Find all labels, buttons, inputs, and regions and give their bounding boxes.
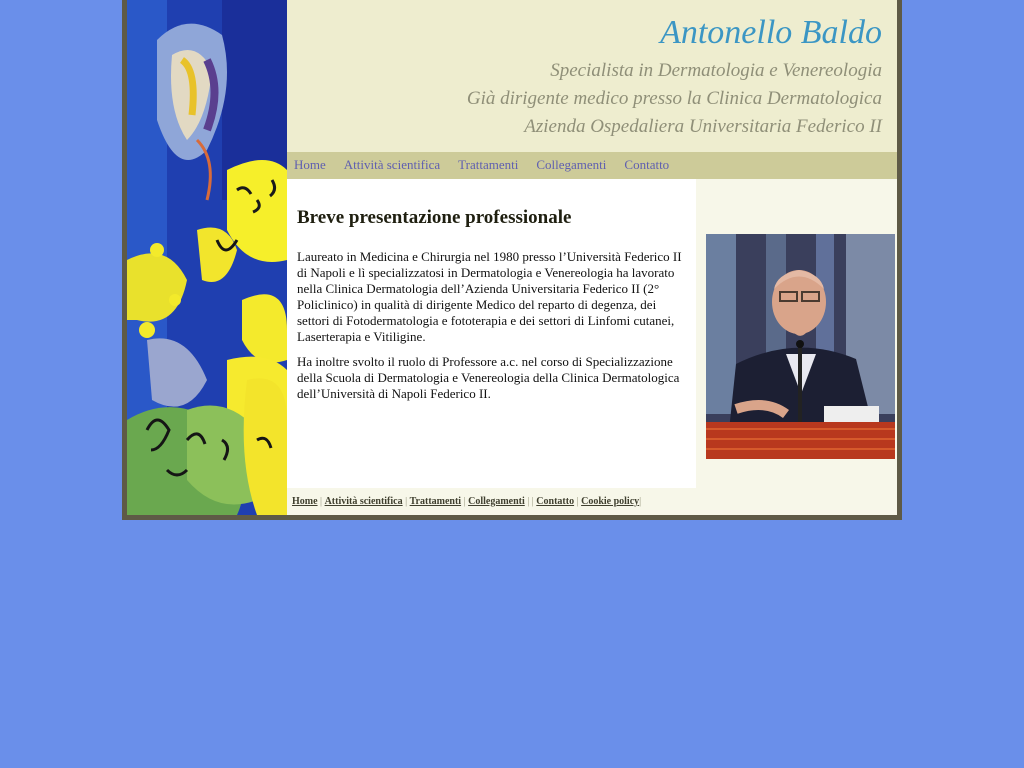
footer-separator: | (531, 496, 534, 507)
footer-link-collegamenti[interactable]: Collegamenti (468, 496, 525, 507)
nav-trattamenti[interactable]: Trattamenti (458, 157, 519, 172)
portrait-photo (706, 234, 895, 459)
content-heading: Breve presentazione professionale (297, 207, 572, 228)
nav-collegamenti[interactable]: Collegamenti (536, 157, 607, 172)
footer-link-contatto[interactable]: Contatto (536, 496, 575, 507)
nav-home[interactable]: Home (294, 157, 326, 172)
footer-link-cookie-policy[interactable]: Cookie policy (581, 496, 640, 507)
footer-separator: | (405, 496, 408, 507)
site-header (287, 0, 897, 152)
footer-separator: | (527, 496, 530, 507)
footer-link-attivita-scientifica[interactable]: Attività scientifica (324, 496, 403, 507)
main-content (287, 179, 696, 488)
footer-separator: | (463, 496, 466, 507)
footer-link-home[interactable]: Home (292, 496, 318, 507)
subtitle-specialty: Specialista in Dermatologia e Venereologia (550, 60, 882, 81)
page-frame (122, 0, 902, 520)
footer-links (287, 488, 897, 515)
footer-separator: | (576, 496, 579, 507)
main-navigation (287, 152, 897, 179)
footer-separator: | (320, 496, 323, 507)
decorative-painting (127, 0, 287, 515)
nav-contatto[interactable]: Contatto (624, 157, 670, 172)
nav-attivita-scientifica[interactable]: Attività scientifica (343, 157, 441, 172)
sidebar (696, 179, 897, 488)
content-paragraph-2: Ha inoltre svolto il ruolo di Professore a.c. nel corso di Specializzazione della Scuola di Dermatologia e Venereologia della Clinica Dermatologica dell’Università di Napoli Federico II. (297, 354, 680, 401)
footer-separator: | (639, 496, 642, 507)
footer-link-trattamenti[interactable]: Trattamenti (409, 496, 462, 507)
content-paragraph-1: Laureato in Medicina e Chirurgia nel 1980 presso l’Università Federico II di Napoli e lì specializzatosi in Dermatologia e Venereologia ha lavorato nella Clinica Dermatologia dell’Azienda Universitaria Federico II (2° Policlinico) in qualità di dirigente Medico del reparto di degenza, dei settori di Fotodermatologia e fototerapia e dei settori di Linfomi cutanei, Laserterapia e Vitiligine. (297, 249, 682, 344)
site-title: Antonello Baldo (660, 14, 882, 51)
subtitle-role: Già dirigente medico presso la Clinica Dermatologica (466, 88, 882, 109)
subtitle-institution: Azienda Ospedaliera Universitaria Federico II (524, 116, 882, 137)
